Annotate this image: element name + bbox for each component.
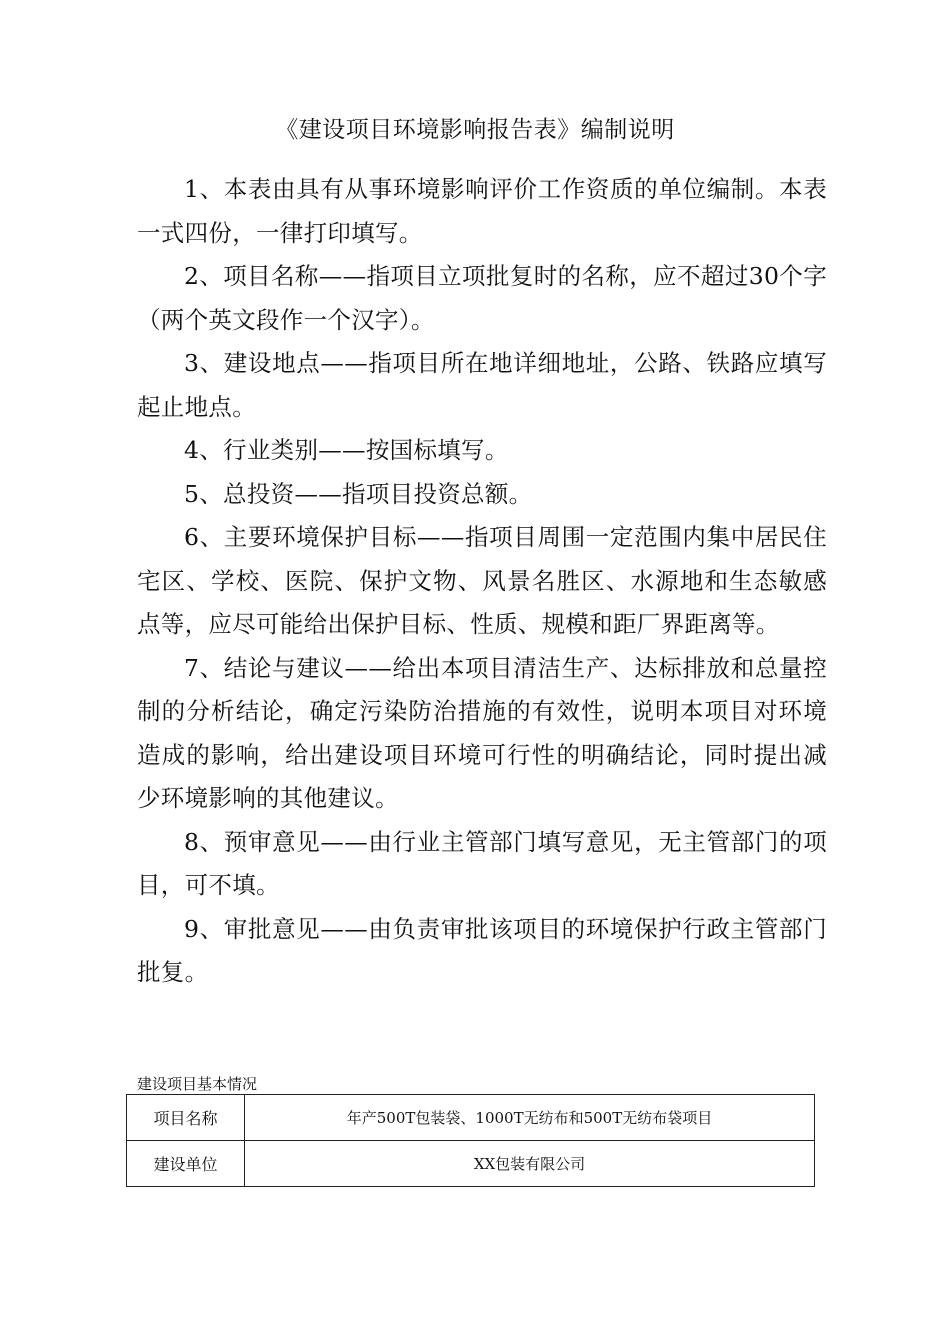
basic-info-table xyxy=(126,1094,815,1187)
table-row xyxy=(127,1095,815,1141)
instruction-paragraph-3: 3、建设地点——指项目所在地详细地址，公路、铁路应填写起止地点。 xyxy=(137,349,827,421)
construction-unit-value: XX包装有限公司 xyxy=(245,1141,815,1187)
instruction-paragraph-4: 4、行业类别——按国标填写。 xyxy=(184,436,509,464)
instruction-paragraph-2: 2、项目名称——指项目立项批复时的名称，应不超过30个字（两个英文段作一个汉字）。 xyxy=(137,262,827,334)
instruction-paragraph-8: 8、预审意见——由行业主管部门填写意见，无主管部门的项目，可不填。 xyxy=(137,827,827,899)
project-name-label: 项目名称 xyxy=(127,1095,245,1141)
instruction-paragraph-6: 6、主要环境保护目标——指项目周围一定范围内集中居民住宅区、学校、医院、保护文物、风景名胜区、水源地和生态敏感点等，应尽可能给出保护目标、性质、规模和距厂界距离等。 xyxy=(137,523,827,638)
construction-unit-label: 建设单位 xyxy=(127,1141,245,1187)
table-row xyxy=(127,1141,815,1187)
instructions-body xyxy=(137,168,827,995)
instruction-paragraph-5: 5、总投资——指项目投资总额。 xyxy=(184,479,533,508)
instruction-paragraph-7: 7、结论与建议——给出本项目清洁生产、达标排放和总量控制的分析结论，确定污染防治措施的有效性，说明本项目对环境造成的影响，给出建设项目环境可行性的明确结论，同时提出减少环境影响的其他建议。 xyxy=(137,653,827,812)
instruction-paragraph-1: 1、本表由具有从事环境影响评价工作资质的单位编制。本表一式四份，一律打印填写。 xyxy=(137,175,827,247)
instruction-paragraph-9: 9、审批意见——由负责审批该项目的环境保护行政主管部门批复。 xyxy=(137,914,827,986)
basic-info-caption: 建设项目基本情况 xyxy=(137,1075,258,1093)
project-name-value: 年产500T包装袋、1000T无纺布和500T无纺布袋项目 xyxy=(245,1095,815,1141)
document-title: 《建设项目环境影响报告表》编制说明 xyxy=(275,117,675,143)
